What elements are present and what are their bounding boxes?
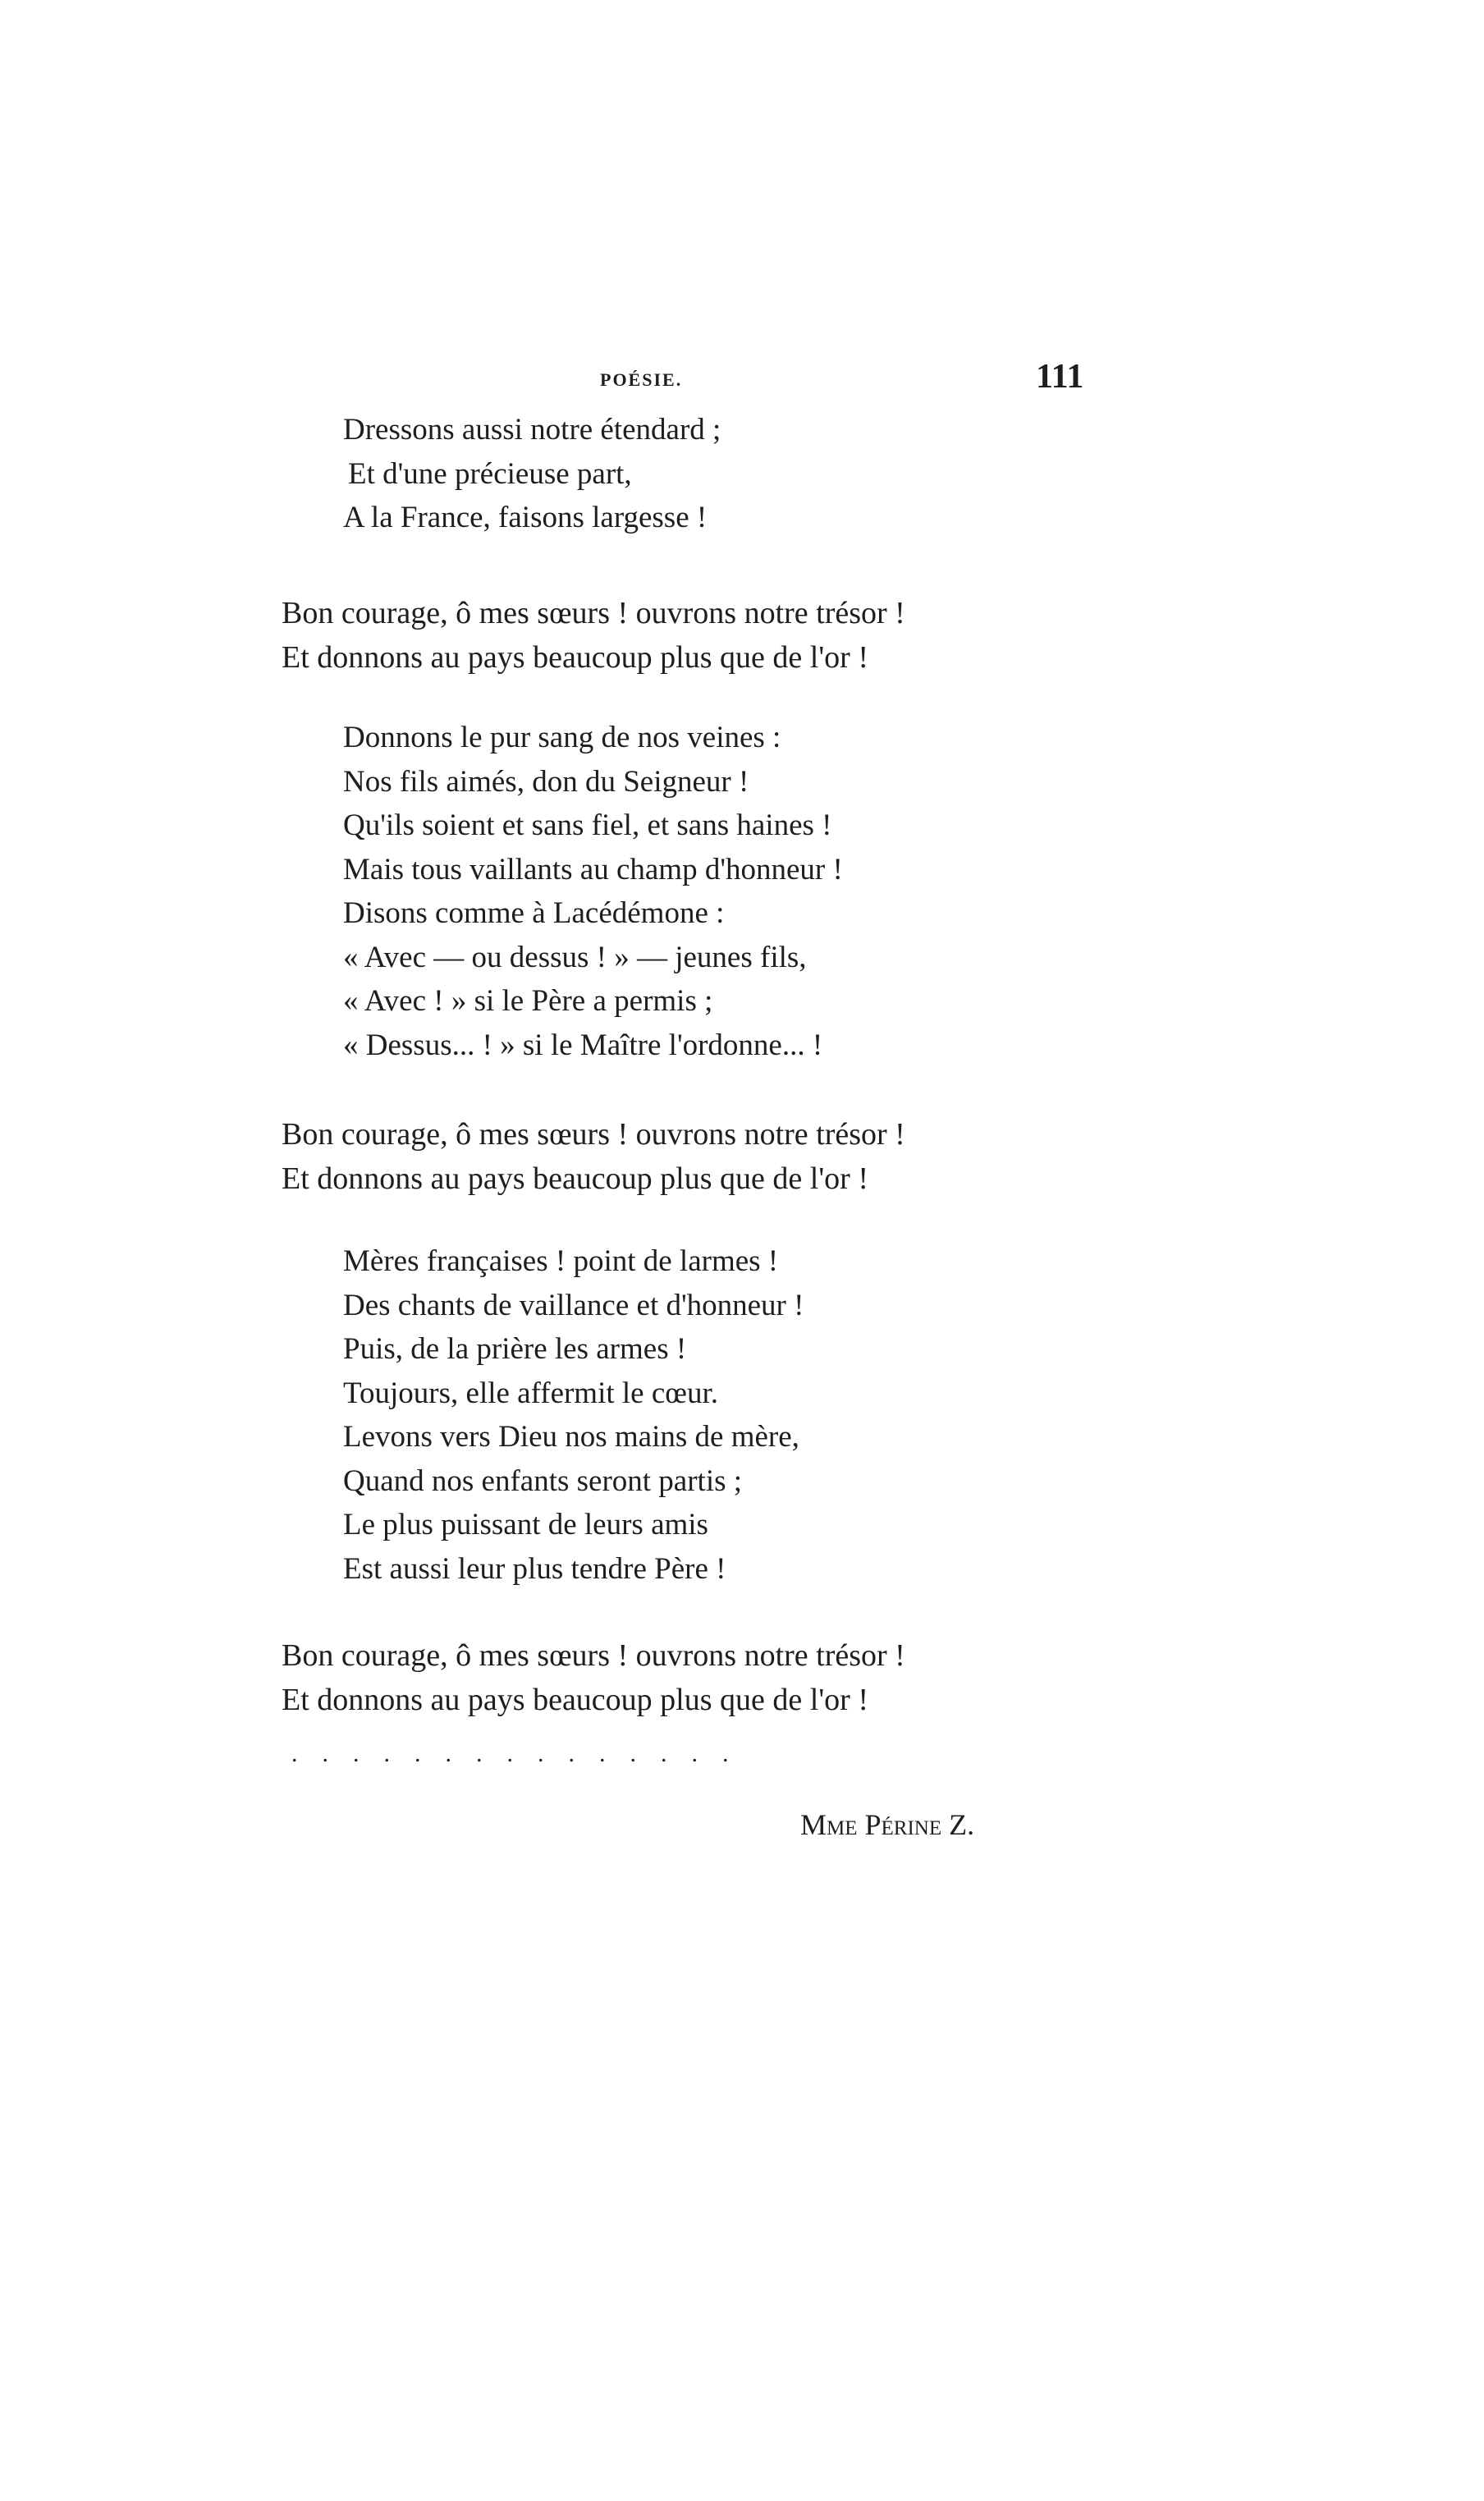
stanza-1	[343, 408, 721, 540]
verse-line: Mais tous vaillants au champ d'honneur !	[343, 852, 843, 886]
refrain-line: Bon courage, ô mes sœurs ! ouvrons notre trésor !	[282, 1117, 905, 1152]
verse-line: Qu'ils soient et sans fiel, et sans haines !	[343, 808, 832, 842]
verse-line: Dressons aussi notre étendard ;	[343, 413, 721, 447]
verse-line: Quand nos enfants seront partis ;	[343, 1463, 743, 1498]
refrain-line: Bon courage, ô mes sœurs ! ouvrons notre trésor !	[282, 596, 905, 630]
refrain-1	[282, 591, 905, 680]
verse-line: Des chants de vaillance et d'honneur !	[343, 1288, 804, 1322]
page-number: 111	[1036, 358, 1084, 396]
author-signature: Mme Périne Z.	[800, 1808, 975, 1841]
verse-line: « Avec ! » si le Père a permis ;	[343, 984, 713, 1018]
running-header: POÉSIE.	[600, 369, 683, 390]
refrain-2	[282, 1112, 905, 1201]
verse-line: Et d'une précieuse part,	[348, 456, 632, 491]
refrain-line: Et donnons au pays beaucoup plus que de l'or !	[282, 640, 868, 675]
stanza-3	[343, 1239, 804, 1591]
verse-line: Le plus puissant de leurs amis	[343, 1508, 708, 1541]
refrain-line: Bon courage, ô mes sœurs ! ouvrons notre trésor !	[282, 1638, 905, 1673]
verse-line: « Avec — ou dessus ! » — jeunes fils,	[343, 940, 807, 974]
verse-line: Toujours, elle affermit le cœur.	[343, 1376, 719, 1410]
verse-line: Nos fils aimés, don du Seigneur !	[343, 764, 749, 799]
verse-line: A la France, faisons largesse !	[343, 501, 708, 534]
verse-line: Mères françaises ! point de larmes !	[343, 1244, 779, 1278]
refrain-3	[282, 1633, 905, 1722]
refrain-line: Et donnons au pays beaucoup plus que de l'or !	[282, 1683, 868, 1717]
verse-line: « Dessus... ! » si le Maître l'ordonne... !	[343, 1028, 823, 1062]
verse-line: Donnons le pur sang de nos veines :	[343, 721, 781, 754]
verse-line: Est aussi leur plus tendre Père !	[343, 1551, 726, 1586]
verse-line: Puis, de la prière les armes !	[343, 1332, 687, 1366]
verse-line: Levons vers Dieu nos mains de mère,	[343, 1420, 799, 1454]
ellipsis-dots: ...............	[291, 1740, 753, 1767]
refrain-line: Et donnons au pays beaucoup plus que de l'or !	[282, 1161, 868, 1196]
verse-line: Disons comme à Lacédémone :	[343, 896, 725, 930]
stanza-2	[343, 716, 843, 1067]
